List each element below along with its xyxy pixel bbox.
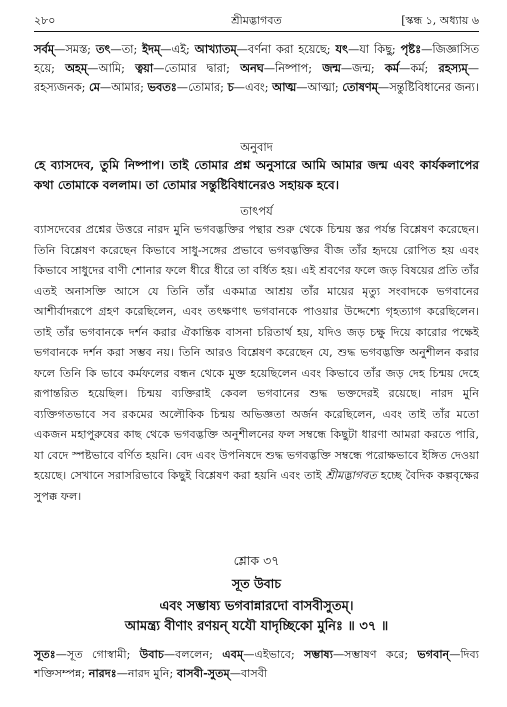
synonym-meaning: —যা কিছু; [347, 43, 401, 56]
synonym-term: মে [89, 80, 100, 94]
verse-number: শ্লোক ৩৭ [233, 553, 280, 568]
purport-text [34, 220, 479, 507]
synonym-term: বাসবী-সুতম্ [176, 666, 230, 680]
purport-heading: তাৎপর্য [240, 204, 273, 218]
synonym-term: ত্বয়া [135, 61, 154, 75]
synonym-term: এবম্ [222, 647, 244, 661]
synonym-term: রহস্যম্ [438, 61, 468, 75]
synonym-meaning: —কর্ম; [399, 62, 439, 75]
synonym-term: অহম্ [65, 61, 88, 75]
synonym-meaning: —সমস্ত; [54, 43, 96, 56]
synonym-term: জন্ম [322, 61, 341, 75]
synonym-meaning: —এইভাবে; [243, 648, 305, 661]
synonym-meaning: —রহস্যজনক; [34, 62, 479, 94]
verse-line-1: এবং সম্ভাষ্য ভগবান্নারদো বাসবীসুতম্। [159, 599, 354, 614]
synonym-meaning: —সম্ভাষণ করে; [332, 648, 418, 661]
synonym-term: তোষণম্ [342, 80, 378, 94]
synonym-meaning: —জন্ম; [340, 62, 385, 75]
translation-text: হে ব্যাসদেব, তুমি নিষ্পাপ। তাই তোমার প্রশ্ন অনুসারে আমি আমার জন্ম এবং কার্যকলাপের কথা তোমাকে বললাম। তা তোমার সন্তুষ্টিবিধানেরও সহায়ক হবে। [34, 158, 479, 192]
synonym-term: উবাচ [139, 647, 164, 661]
synonym-term: পৃষ্টঃ [400, 42, 422, 56]
synonym-meaning: —আত্মা; [296, 81, 343, 94]
header-divider [34, 31, 479, 32]
verse-speaker: সূত উবাচ [231, 576, 282, 591]
synonym-term: ইদম্ [142, 42, 161, 56]
synonym-term: আত্ম [272, 80, 297, 94]
synonym-term: আখ্যাতম্ [194, 42, 237, 56]
synonym-meaning: —দিব্য শক্তিসম্পন্ন; [34, 648, 479, 680]
translation-heading: অনুবাদ [240, 140, 273, 154]
page-number: ২৮০ [34, 14, 56, 27]
book-title: শ্রীমদ্ভাগবত [231, 14, 282, 27]
synonym-meaning: —বাসবী [229, 667, 268, 680]
synonym-meaning: —সূত গোস্বামী; [55, 648, 140, 661]
synonym-meaning: —এবং; [233, 81, 273, 94]
synonym-term: ভগবান্ [417, 647, 450, 661]
synonym-meaning: —নারদ মুনি; [116, 667, 177, 680]
synonym-meaning: —জিজ্ঞাসিত হয়ে; [34, 43, 479, 75]
synonym-term: সূতঃ [34, 647, 56, 661]
synonym-meaning: —আমার; [99, 81, 148, 94]
purport-text-end: হচ্ছে বৈদিক কল্পবৃক্ষের সুপক্ক ফল। [34, 469, 479, 503]
synonym-term: সম্ভাষ্য [304, 647, 333, 661]
synonym-meaning: —তা; [110, 43, 143, 56]
synonym-meaning: —নিষ্পাপ; [263, 62, 323, 75]
synonym-meaning: —বললেন; [163, 648, 223, 661]
synonym-term: অনঘ [240, 61, 264, 75]
synonym-meaning: —তোমার; [176, 81, 228, 94]
synonym-meaning: —আমি; [87, 62, 136, 75]
verse-line-2: আমন্ত্র্য বীণাং রণয়ন্ যযৌ যাদৃচ্ছিকো মুনিঃ ॥ ৩৭ ॥ [124, 619, 389, 634]
synonym-term: সর্বম্ [34, 42, 55, 56]
synonym-meaning: —এই; [160, 43, 195, 56]
verse-word-synonyms [34, 645, 479, 683]
synonym-meaning: —সন্তুষ্টিবিধানের জন্য। [377, 81, 479, 94]
synonym-term: চ [227, 80, 234, 94]
synonym-term: যৎ [335, 42, 348, 56]
synonym-term: কর্ম [384, 61, 400, 75]
synonym-term: ভবতঃ [147, 80, 177, 94]
page-header [34, 10, 479, 28]
synonym-term: তৎ [95, 42, 111, 56]
synonym-term: নারদঃ [88, 666, 117, 680]
synonym-meaning: —তোমার দ্বারা; [153, 62, 241, 75]
chapter-reference: [স্কন্ধ ১, অধ্যায় ৬ [401, 14, 479, 27]
word-synonyms [34, 40, 479, 97]
synonym-meaning: —বর্ণনা করা হয়েছে; [236, 43, 336, 56]
book-title-italic: শ্রীমদ্ভাগবত [325, 469, 377, 482]
purport-text-part: ব্যাসদেবের প্রশ্নের উত্তরে নারদ মুনি ভগবদ্ভক্তির পন্থার শুরু থেকে চিন্ময় স্তর পর্যন্ত বিশ্লেষণ করেছেন। তিনি বিশ্লেষণ করেছেন কিভাবে সাধু-সঙ্গের প্রভাবে ভগবদ্ভক্তির বীজ তাঁর হৃদয়ে রোপিত হয় এবং কিভাবে সাধুদের বাণী শোনার ফলে ধীরে ধীরে তা বর্ধিত হয়। এই শ্রবণের ফলে জড় বিষয়ের প্রতি তাঁর এতই অনাসক্তি আসে যে তিনি তাঁর একমাত্র আশ্রয় তাঁর মায়ের মৃত্যু সংবাদকে ভগবানের আশীর্বাদরূপে গ্রহণ করেছিলেন, এবং তৎক্ষণাৎ ভগবানকে পাওয়ার উদ্দেশ্যে গৃহত্যাগ করেছিলেন। তাই তাঁর ভগবানকে দর্শন করার ঐকান্তিক বাসনা চরিতার্থ হয়, যদিও জড় চক্ষু দিয়ে কারোর পক্ষেই ভগবানকে দর্শন করা সম্ভব নয়। তিনি আরও বিশ্লেষণ করেছেন যে, শুদ্ধ ভগবদ্ভক্তি অনুশীলন করার ফলে তিনি কি ভাবে কর্মফলের বন্ধন থেকে মুক্ত হয়েছিলেন এবং কিভাবে তাঁর জড় দেহ চিন্ময় দেহে রূপান্তরিত হয়েছিল। চিন্ময় ব্যক্তিরাই কেবল ভগবানের শুদ্ধ ভক্তদেরই রয়েছে। নারদ মুনি ব্যক্তিগতভাবে সব রকমের অলৌকিক চিন্ময় অভিজ্ঞতা অর্জন করেছিলেন, এবং তাই তাঁর মতো একজন মহাপুরুষের কাছ থেকে ভগবদ্ভক্তি অনুশীলনের ফল সম্বন্ধে কিছুটা ধারণা আমরা করতে পারি, যা বেদে স্পষ্টভাবে বর্ণিত হয়নি। বেদ এবং উপনিষদে শুদ্ধ ভগবদ্ভক্তি সম্বন্ধে পরোক্ষভাবে ইঙ্গিত দেওয়া হয়েছে। সেখানে সরাসরিভাবে কিছুই বিশ্লেষণ করা হয়নি এবং তাই [34, 223, 479, 482]
